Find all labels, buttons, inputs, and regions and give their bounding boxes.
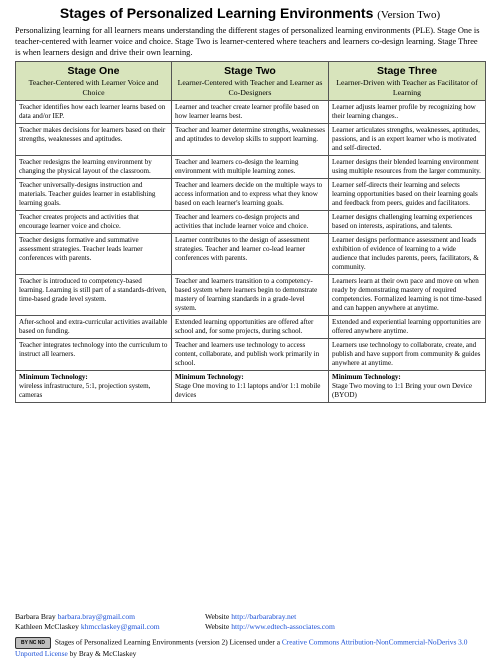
min-tech-cell — [16, 371, 172, 403]
table-cell: Teacher universally-designs instruction and materials. Teacher guides learner in establishing learning goals. — [16, 179, 172, 211]
column-header: Stage One Teacher-Centered with Learner Voice and Choice — [16, 62, 172, 101]
table-cell: Learner and teacher create learner profile based on how learner learns best. — [172, 101, 329, 124]
table-cell: Teacher and learners transition to a competency-based system where learners begin to demonstrate mastery of learning standards in a grade-level system. — [172, 275, 329, 316]
version-label: (Version Two) — [377, 9, 441, 21]
table-cell: Teacher and learners decide on the multiple ways to access information and to express what they know based on each learner's learning goals. — [172, 179, 329, 211]
table-row — [16, 179, 486, 211]
min-tech-value: wireless infrastructure, 5:1, projection system, cameras — [19, 382, 151, 399]
title-text: Stages of Personalized Learning Environments — [59, 5, 374, 21]
table-row — [16, 275, 486, 316]
table-row — [16, 101, 486, 124]
website-label: Website — [205, 622, 230, 631]
table-cell: Teacher identifies how each learner learns based on data and/or IEP. — [16, 101, 172, 124]
author-email-link[interactable]: barbara.bray@gmail.com — [57, 612, 136, 621]
table-cell: Extended and experiential learning opportunities are offered anywhere anytime. — [329, 316, 486, 339]
license-attribution: by Bray & McClaskey — [69, 649, 137, 658]
table-cell: Learner designs their blended learning environment using multiple resources from the larger community. — [329, 156, 486, 179]
min-tech-label: Minimum Technology: — [332, 373, 401, 381]
table-cell: Teacher and learners co-design projects and activities that include learner voice and choice. — [172, 211, 329, 234]
license-link[interactable]: Creative Commons Attribution-NonCommercial-NoDerivs 3.0 Unported License — [15, 637, 468, 658]
document-title — [15, 0, 485, 24]
website-link[interactable]: http://www.edtech-associates.com — [231, 622, 335, 631]
table-cell: Teacher and learner determine strengths, weaknesses and aptitudes to develop skills to support learning. — [172, 124, 329, 156]
table-row — [16, 339, 486, 371]
table-cell: Teacher and learners co-design the learning environment with multiple learning zones. — [172, 156, 329, 179]
table-cell: Learner contributes to the design of assessment strategies. Teacher and learner co-lead learner conferences with parents. — [172, 234, 329, 275]
footer-row — [15, 612, 485, 622]
stages-table — [15, 61, 486, 403]
min-tech-value: Stage Two moving to 1:1 Bring your own Device (BYOD) — [332, 382, 473, 399]
table-cell: Learner designs challenging learning experiences based on interests, aspirations, and talents. — [329, 211, 486, 234]
table-row — [16, 316, 486, 339]
column-header: Stage Two Learner-Centered with Teacher and Learner as Co-Designers — [172, 62, 329, 101]
table-row — [16, 234, 486, 275]
table-row — [16, 211, 486, 234]
table-cell: Teacher creates projects and activities that encourage learner voice and choice. — [16, 211, 172, 234]
table-cell: Teacher redesigns the learning environment by changing the physical layout of the classroom. — [16, 156, 172, 179]
table-cell: Learner articulates strengths, weaknesses, aptitudes, passions, and is an expert learner who is motivated and self-directed. — [329, 124, 486, 156]
website-link[interactable]: http://barbarabray.net — [231, 612, 297, 621]
min-tech-value: Stage One moving to 1:1 laptops and/or 1:1 mobile devices — [175, 382, 321, 399]
license-text: Stages of Personalized Learning Environments (version 2) Licensed under a — [54, 637, 280, 647]
min-tech-row — [16, 371, 486, 403]
min-tech-label: Minimum Technology: — [19, 373, 88, 381]
author-email-link[interactable]: khmcclaskey@gmail.com — [80, 622, 160, 631]
footer-row — [15, 622, 485, 632]
creative-commons-badge-icon: BY NC ND — [15, 637, 51, 649]
table-cell: Learner adjusts learner profile by recognizing how their learning changes.. — [329, 101, 486, 124]
intro-paragraph: Personalizing learning for all learners means understanding the different stages of personalized learning environments (PLE). Stage One is teacher-centered with learner voice and choice. Stage Two is learner-centered where teachers and learners co-design learning. Stage Three is when learners design and drive their own learning. — [15, 26, 480, 57]
table-cell: Teacher and learners use technology to access content, collaborate, and publish work primarily in school. — [172, 339, 329, 371]
table-cell: Teacher integrates technology into the curriculum to instruct all learners. — [16, 339, 172, 371]
min-tech-cell — [172, 371, 329, 403]
author-name: Barbara Bray — [15, 612, 56, 621]
table-cell: Teacher designs formative and summative assessment strategies. Teacher leads learner conferences with parents. — [16, 234, 172, 275]
column-header: Stage Three Learner-Driven with Teacher as Facilitator of Learning — [329, 62, 486, 101]
table-header-row — [16, 62, 486, 101]
table-cell: Learner self-directs their learning and selects learning opportunities based on their learning goals and feedback from peers, guides and facilitators. — [329, 179, 486, 211]
table-cell: Teacher makes decisions for learners based on their strengths, weaknesses and aptitudes. — [16, 124, 172, 156]
footer-contacts — [15, 612, 485, 632]
table-cell: Learners learn at their own pace and move on when ready by demonstrating mastery of required competencies. Formalized learning is not time-based and can happen anywhere at anytime. — [329, 275, 486, 316]
table-body — [16, 101, 486, 403]
table-cell: After-school and extra-curricular activities available based on funding. — [16, 316, 172, 339]
table-cell: Extended learning opportunities are offered after school and, for some projects, during school. — [172, 316, 329, 339]
min-tech-cell — [329, 371, 486, 403]
table-cell: Learner designs performance assessment and leads exhibition of evidence of learning to a wide audience that includes parents, peers, facilitators, & community. — [329, 234, 486, 275]
author-name: Kathleen McClaskey — [15, 622, 79, 631]
website-label: Website — [205, 612, 230, 621]
license-notice — [15, 637, 485, 659]
table-cell: Teacher is introduced to competency-based learning. Learning is still part of a standards-driven, time-based grade level system. — [16, 275, 172, 316]
table-cell: Learners use technology to collaborate, create, and publish and have support from community & guides anywhere at anytime. — [329, 339, 486, 371]
table-row — [16, 156, 486, 179]
table-row — [16, 124, 486, 156]
min-tech-label: Minimum Technology: — [175, 373, 244, 381]
